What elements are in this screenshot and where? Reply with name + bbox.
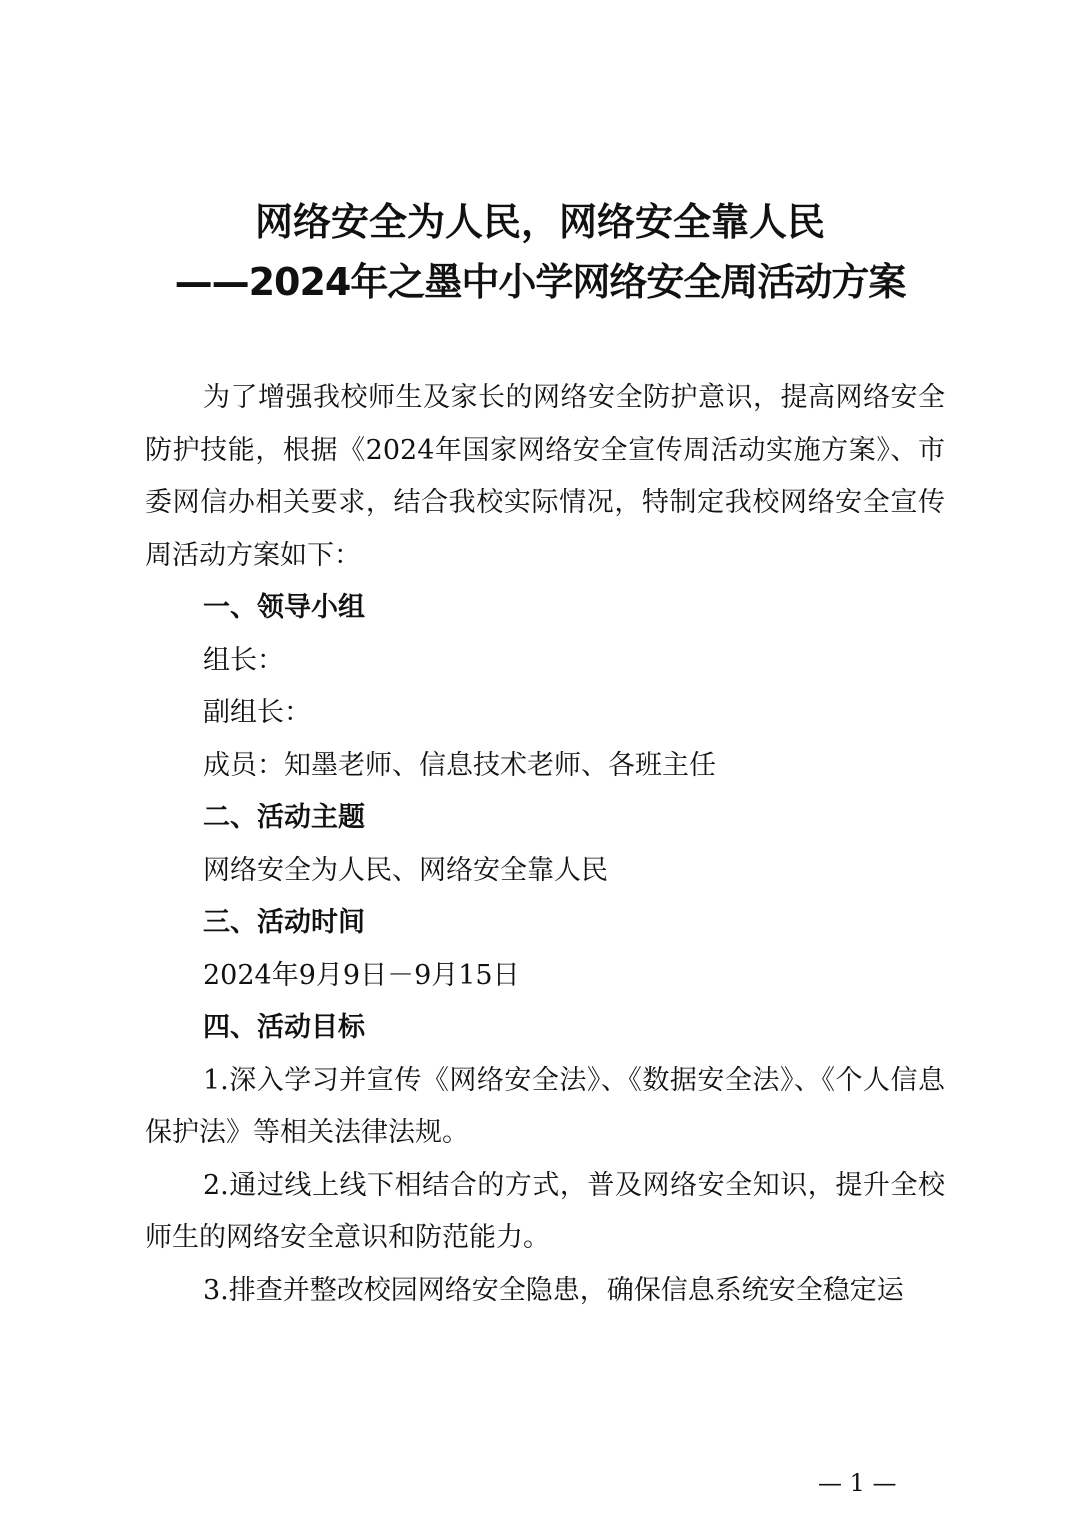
document-subtitle: ——2024年之墨中小学网络安全周活动方案: [174, 260, 906, 304]
deputy-leader-line: 副组长：: [203, 697, 311, 728]
members-line: 成员：知墨老师、信息技术老师、各班主任: [203, 749, 716, 781]
leader-line: 组长：: [203, 644, 284, 676]
time-line: 2024年9月9日－9月15日: [203, 959, 520, 991]
section-heading-theme: 二、活动主题: [203, 802, 365, 833]
section-heading-leadership: 一、领导小组: [203, 592, 365, 623]
section-heading-time: 三、活动时间: [203, 907, 365, 938]
intro-paragraph: 为了增强我校师生及家长的网络安全防护意识，提高网络安全防护技能，根据《2024年国家网络安全宣传周活动实施方案》、市委网信办相关要求，结合我校实际情况，特制定我校网络安全宣传周活动方案如下：: [145, 382, 945, 571]
goal-item-3: 3.排查并整改校园网络安全隐患，确保信息系统安全稳定运: [203, 1274, 904, 1306]
goal-item-1: 1.深入学习并宣传《网络安全法》、《数据安全法》、《个人信息保护法》等相关法律法规。: [145, 1064, 945, 1148]
page-number: — 1 —: [818, 1469, 897, 1497]
document-body: [145, 372, 945, 1317]
document-title: 网络安全为人民，网络安全靠人民: [254, 200, 825, 244]
goal-item-2: 2.通过线上线下相结合的方式，普及网络安全知识，提升全校师生的网络安全意识和防范能力。: [145, 1169, 945, 1253]
section-heading-goals: 四、活动目标: [203, 1012, 365, 1043]
theme-line: 网络安全为人民、网络安全靠人民: [203, 854, 608, 886]
